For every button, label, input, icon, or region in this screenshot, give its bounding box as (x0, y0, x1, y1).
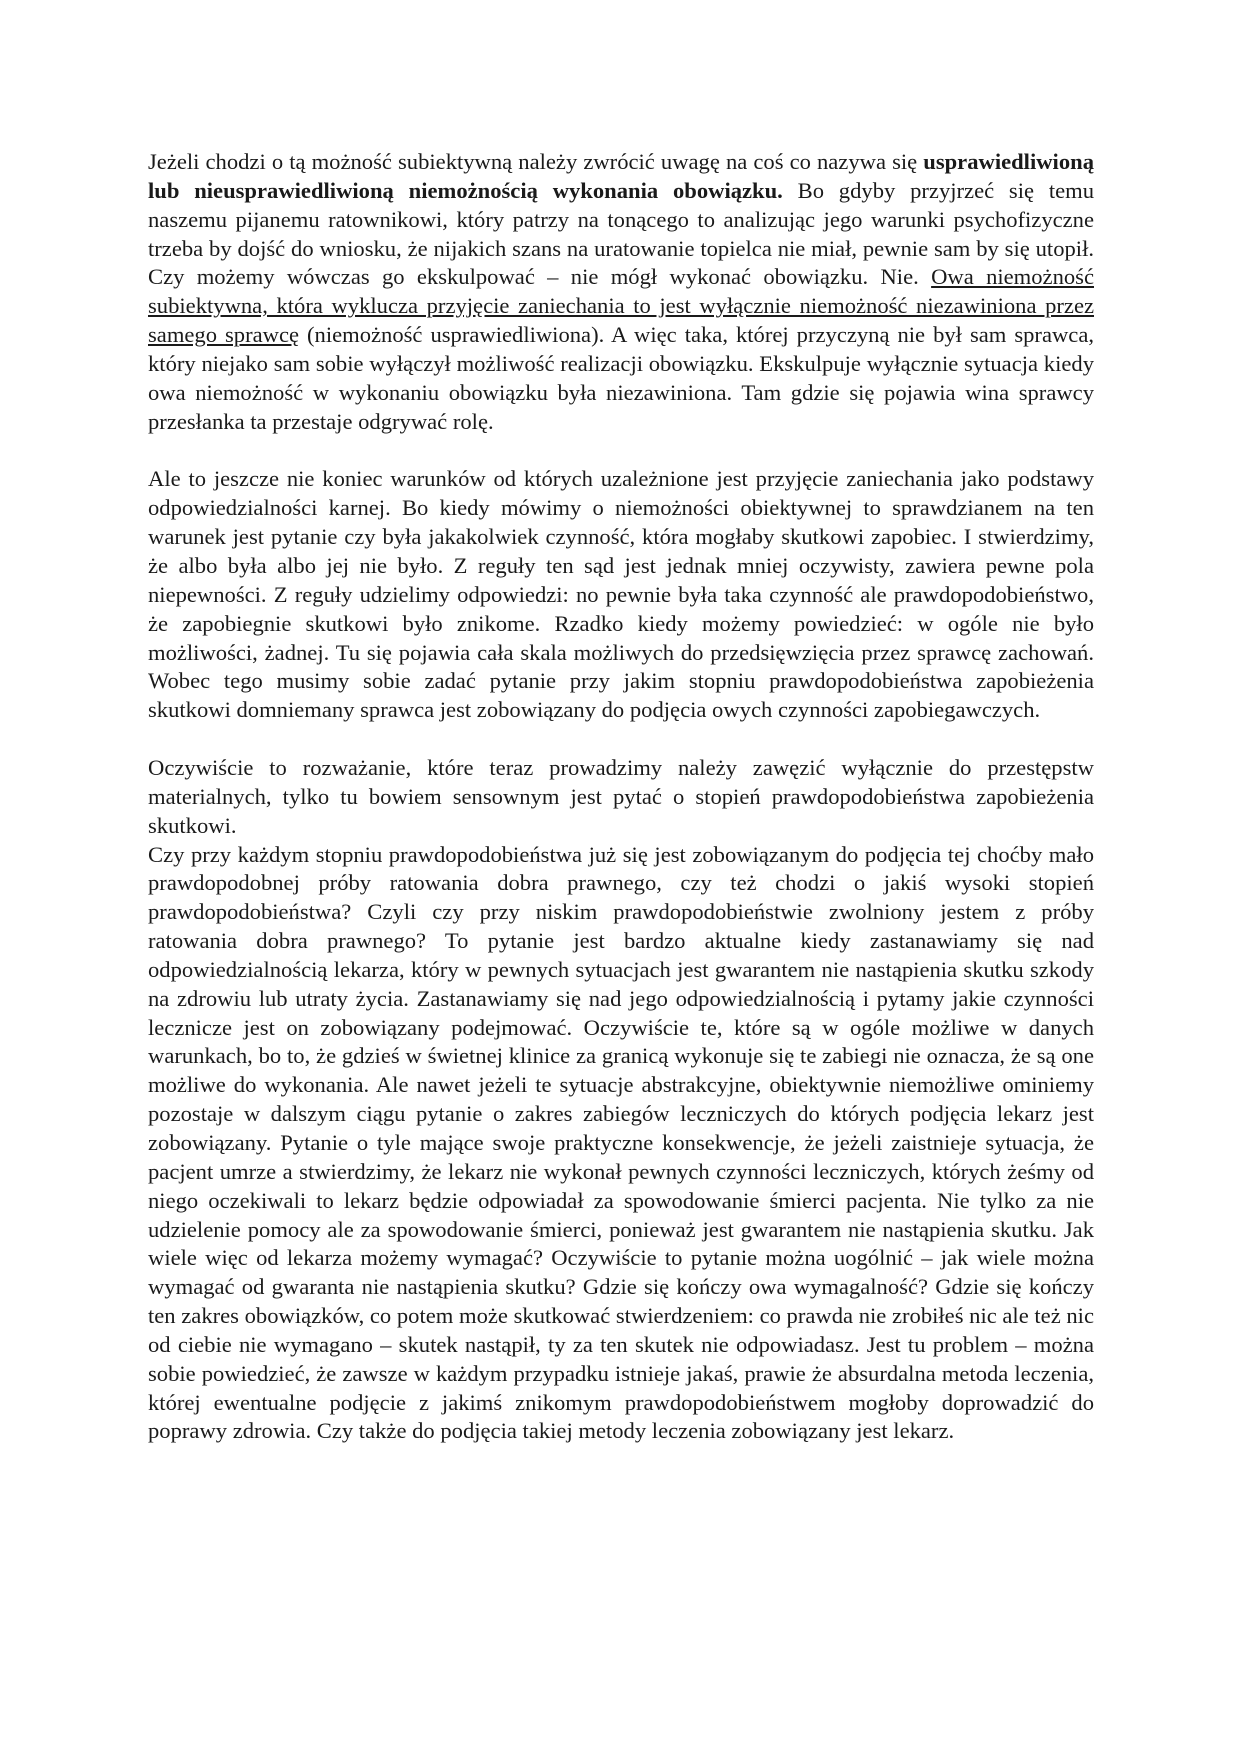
paragraph-objective-impossibility: Ale to jeszcze nie koniec warunków od których uzależnione jest przyjęcie zaniechania jako podstawy odpowiedzialności karnej. Bo kiedy mówimy o niemożności obiektywnej to sprawdzianem na ten warunek jest pytanie czy była jakakolwiek czynność, która mogłaby skutkowi zapobiec. I stwierdzimy, że albo była albo jej nie było. Z reguły ten sąd jest jednak mniej oczywisty, zawiera pewne pola niepewności. Z reguły udzielimy odpowiedzi: no pewnie była taka czynność ale prawdopodobieństwo, że zapobiegnie skutkowi było znikome. Rzadko kiedy możemy powiedzieć: w ogóle nie było możliwości, żadnej. Tu się pojawia cała skala możliwych do przedsięwzięcia przez sprawcę zachowań. Wobec tego musimy sobie zadać pytanie przy jakim stopniu prawdopodobieństwa zapobieżenia skutkowi domniemany sprawca jest zobowiązany do podjęcia owych czynności zapobiegawczych. (148, 466, 1094, 723)
paragraph-text: Jeżeli chodzi o tą możność subiektywną należy zwrócić uwagę na coś co nazywa się (148, 149, 924, 174)
paragraph-text: Bo gdyby przyjrzeć się temu naszemu pijanemu ratownikowi, który patrzy na tonącego to analizując jego warunki psychofizyczne trzeba by dojść do wniosku, że nijakich szans na uratowanie topielca nie miał, pewnie sam by się utopił. Czy możemy wówczas go ekskulpować – nie mógł wykonać obowiązku. Nie. (148, 177, 1094, 290)
document-page (148, 148, 1094, 1446)
paragraph-subjective-impossibility (148, 148, 1094, 436)
paragraph-text: (niemożność usprawiedliwiona). A więc taka, której przyczyną nie był sam sprawca, który niejako sam sobie wyłączył możliwość realizacji obowiązku. Ekskulpuje wyłącznie sytuacja kiedy owa niemożność w wykonaniu obowiązku była niezawiniona. Tam gdzie się pojawia wina sprawcy przesłanka ta przestaje odgrywać rolę. (148, 322, 1094, 434)
paragraph-doctor-responsibility: Czy przy każdym stopniu prawdopodobieństwa już się jest zobowiązanym do podjęcia tej choćby mało prawdopodobnej próby ratowania dobra prawnego, czy też chodzi o jakiś wysoki stopień prawdopodobieństwa? Czyli czy przy niskim prawdopodobieństwie zwolniony jestem z próby ratowania dobra prawnego? To pytanie jest bardzo aktualne kiedy zastanawiamy się nad odpowiedzialnością lekarza, który w pewnych sytuacjach jest gwarantem nie nastąpienia skutku szkody na zdrowiu lub utraty życia. Zastanawiamy się nad jego odpowiedzialnością i pytamy jakie czynności lecznicze jest on zobowiązany podejmować. Oczywiście te, które są w ogóle możliwe w danych warunkach, bo to, że gdzieś w świetnej klinice za granicą wykonuje się te zabiegi nie oznacza, że są one możliwe do wykonania. Ale nawet jeżeli te sytuacje abstrakcyjne, obiektywnie niemożliwe ominiemy pozostaje w dalszym ciągu pytanie o zakres zabiegów leczniczych do których podjęcia lekarz jest zobowiązany. Pytanie o tyle mające swoje praktyczne konsekwencje, że jeżeli zaistnieje sytuacja, że pacjent umrze a stwierdzimy, że lekarz nie wykonał pewnych czynności leczniczych, których żeśmy od niego oczekiwali to lekarz będzie odpowiadał za spowodowanie śmierci pacjenta. Nie tylko za nie udzielenie pomocy ale za spowodowanie śmierci, ponieważ jest gwarantem nie nastąpienia skutku. Jak wiele więc od lekarza możemy wymagać? Oczywiście to pytanie można uogólnić – jak wiele można wymagać od gwaranta nie nastąpienia skutku? Gdzie się kończy owa wymagalność? Gdzie się kończy ten zakres obowiązków, co potem może skutkować stwierdzeniem: co prawda nie zrobiłeś nic ale też nic od ciebie nie wymagano – skutek nastąpił, ty za ten skutek nie odpowiadasz. Jest tu problem – można sobie powiedzieć, że zawsze w każdym przypadku istnieje jakaś, prawie że absurdalna metoda leczenia, której ewentualne podjęcie z jakimś znikomym prawdopodobieństwem mogłoby doprowadzić do poprawy zdrowia. Czy także do podjęcia takiej metody leczenia zobowiązany jest lekarz. (148, 841, 1094, 1444)
underlined-key-sentence: Owa niemożność subiektywna, która wyklucza przyjęcie zaniechania to jest wyłącznie niemożność niezawiniona przez samego sprawcę (148, 264, 1094, 348)
paragraph-material-offences: Oczywiście to rozważanie, które teraz prowadzimy należy zawęzić wyłącznie do przestępstw materialnych, tylko tu bowiem sensownym jest pytać o stopień prawdopodobieństwa zapobieżenia skutkowi. (148, 755, 1094, 838)
bold-key-term: usprawiedliwioną lub nieusprawiedliwioną niemożnością wykonania obowiązku. (148, 149, 1094, 203)
